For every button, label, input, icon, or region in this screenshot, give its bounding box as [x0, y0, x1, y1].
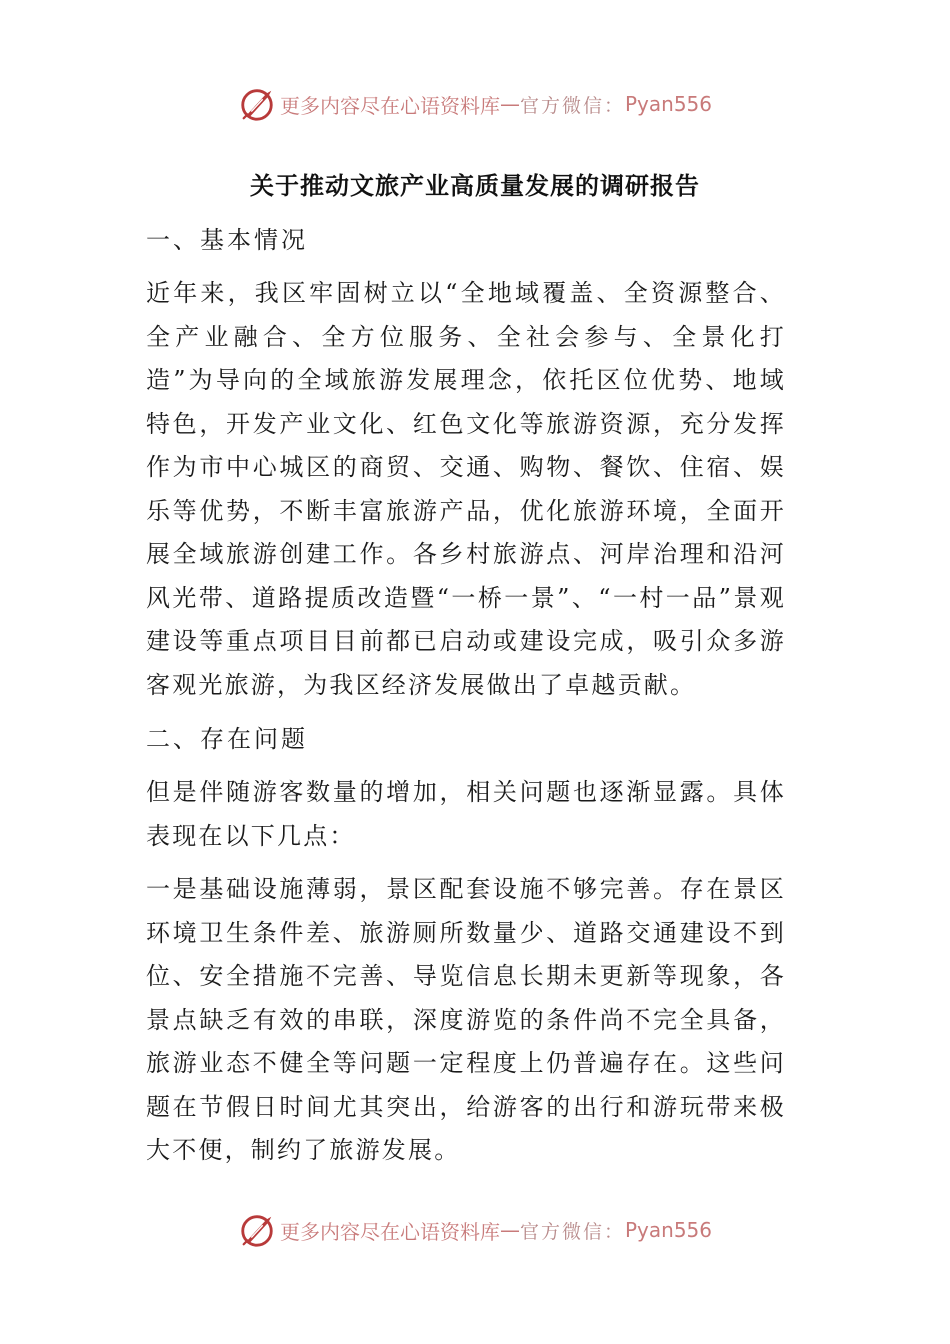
watermark-separator: —	[499, 1218, 520, 1242]
watermark-text: 更多内容尽在心语资料库	[279, 93, 500, 118]
watermark-label: 官方微信：	[519, 1220, 625, 1243]
paragraph-problem-one: 一是基础设施薄弱，景区配套设施不够完善。存在景区环境卫生条件差、旅游厕所数量少、道路交通建设不到位、安全措施不完善、导览信息长期未更新等现象，各景点缺乏有效的串联，深度游览的条件尚不完全具备，旅游业态不健全等问题一定程度上仍普遍存在。这些问题在节假日时间尤其突出，给游客的出行和游玩带来极大不便，制约了旅游发展。	[146, 875, 786, 1164]
watermark-wechat-id: Pyan556	[625, 92, 713, 116]
document-body	[146, 218, 786, 1183]
watermark-text: 更多内容尽在心语资料库	[279, 1219, 500, 1244]
document-title: 关于推动文旅产业高质量发展的调研报告	[250, 172, 700, 200]
quill-logo-icon	[238, 1211, 276, 1249]
section-heading-basic: 一、基本情况	[146, 226, 308, 254]
watermark-separator: —	[499, 92, 520, 116]
header-watermark	[0, 82, 950, 126]
footer-watermark	[0, 1208, 950, 1252]
paragraph-problems-intro: 但是伴随游客数量的增加，相关问题也逐渐显露。具体表现在以下几点：	[146, 778, 786, 850]
section-heading-problems: 二、存在问题	[146, 725, 308, 753]
quill-logo-icon	[238, 85, 276, 123]
watermark-label: 官方微信：	[519, 94, 625, 117]
watermark-wechat-id: Pyan556	[625, 1218, 713, 1242]
paragraph-basic-situation: 近年来，我区牢固树立以“全地域覆盖、全资源整合、全产业融合、全方位服务、全社会参与、全景化打造”为导向的全域旅游发展理念，依托区位优势、地域特色，开发产业文化、红色文化等旅游资源，充分发挥作为市中心城区的商贸、交通、购物、餐饮、住宿、娱乐等优势，不断丰富旅游产品，优化旅游环境，全面开展全域旅游创建工作。各乡村旅游点、河岸治理和沿河风光带、道路提质改造暨“一桥一景”、“一村一品”景观建设等重点项目目前都已启动或建设完成，吸引众多游客观光旅游，为我区经济发展做出了卓越贡献。	[146, 279, 786, 699]
